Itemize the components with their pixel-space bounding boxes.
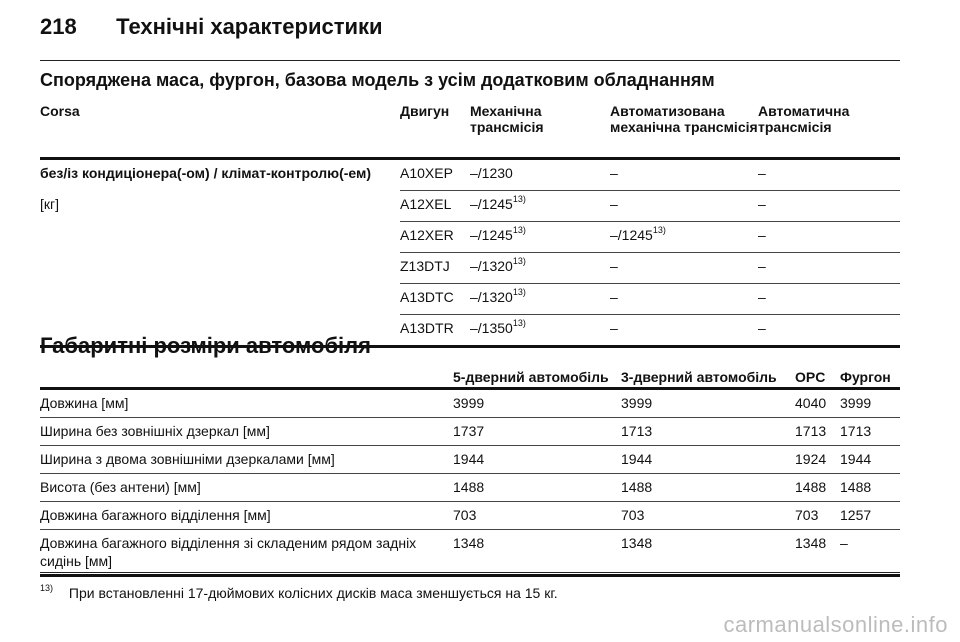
table-row <box>40 222 900 253</box>
dimension-label: Довжина багажного відділення зі складеним рядом задніх сидінь [мм] <box>40 530 453 576</box>
dimension-label: Ширина без зовнішніх дзеркал [мм] <box>40 418 453 446</box>
amt-cell: – <box>610 253 758 284</box>
col-header-empty <box>40 369 453 389</box>
value-3door: 1488 <box>621 474 795 502</box>
auto-cell: – <box>758 315 900 347</box>
value-opc: 4040 <box>795 389 840 418</box>
engine-cell: Z13DTJ <box>400 253 470 284</box>
table-row <box>40 446 900 474</box>
value-5door: 1944 <box>453 446 621 474</box>
value-3door: 1713 <box>621 418 795 446</box>
value-opc: 1713 <box>795 418 840 446</box>
col-header-opc: OPC <box>795 369 826 385</box>
amt-cell: – <box>610 315 758 347</box>
value-3door: 703 <box>621 502 795 530</box>
table-row <box>40 389 900 418</box>
table-row <box>40 474 900 502</box>
table-row <box>40 253 900 284</box>
amt-cell: – <box>610 284 758 315</box>
table-row <box>40 502 900 530</box>
col-header-model: Corsa <box>40 103 80 119</box>
engine-cell: A12XEL <box>400 191 470 222</box>
value-van: – <box>840 530 900 576</box>
col-header-5door: 5-дверний автомобіль <box>453 369 609 385</box>
auto-cell: – <box>758 159 900 191</box>
amt-cell: –/1245$^{13)}$ <box>610 222 758 253</box>
table-row <box>40 418 900 446</box>
footnote <box>40 585 558 601</box>
value-opc: 1488 <box>795 474 840 502</box>
weight-section-title: Споряджена маса, фургон, базова модель з усім додатковим обладнанням <box>40 70 715 90</box>
manual-cell: –/1245$^{13)}$ <box>470 222 610 253</box>
value-opc: 1924 <box>795 446 840 474</box>
table-row <box>40 191 900 222</box>
col-header-amt: Автоматизована механічна трансмісія <box>610 103 758 135</box>
value-5door: 703 <box>453 502 621 530</box>
footnote-text: При встановленні 17-дюймових колісних дисків маса зменшується на 15 кг. <box>68 585 558 601</box>
col-header-manual: Механічна трансмісія <box>470 103 544 135</box>
value-van: 1713 <box>840 418 900 446</box>
footnote-divider <box>40 572 900 573</box>
dimensions-section-title: Габаритні розміри автомобіля <box>40 333 371 358</box>
header-divider <box>40 60 900 61</box>
amt-cell: – <box>610 191 758 222</box>
value-3door: 1944 <box>621 446 795 474</box>
auto-cell: – <box>758 253 900 284</box>
row-label: без/із кондиціонера(-ом) / клімат-контролю(-ем) <box>40 165 372 181</box>
site-watermark: carmanualsonline.info <box>723 612 948 637</box>
unit-label: [кг] <box>40 195 60 212</box>
table-header-row <box>40 103 900 159</box>
value-5door: 1348 <box>453 530 621 576</box>
engine-cell: A13DTC <box>400 284 470 315</box>
value-3door: 1348 <box>621 530 795 576</box>
page-number: 218 <box>40 14 77 39</box>
footnote-mark: 13) <box>40 583 54 594</box>
col-header-auto: Автоматична трансмісія <box>758 103 850 135</box>
table-header-row <box>40 369 900 389</box>
col-header-3door: 3-дверний автомобіль <box>621 369 777 385</box>
engine-cell: A10XEP <box>400 159 470 191</box>
value-5door: 1488 <box>453 474 621 502</box>
manual-cell: –/1245$^{13)}$ <box>470 191 610 222</box>
col-header-van: Фургон <box>840 369 891 385</box>
engine-cell: A13DTR <box>400 315 470 347</box>
auto-cell: – <box>758 191 900 222</box>
value-5door: 3999 <box>453 389 621 418</box>
dimension-label: Ширина з двома зовнішніми дзеркалами [мм] <box>40 446 453 474</box>
amt-cell: – <box>610 159 758 191</box>
page-title: Технічні характеристики <box>116 14 383 39</box>
col-header-engine: Двигун <box>400 103 450 119</box>
dimension-label: Довжина багажного відділення [мм] <box>40 502 453 530</box>
value-van: 1257 <box>840 502 900 530</box>
dimension-label: Довжина [мм] <box>40 389 453 418</box>
table-row <box>40 159 900 191</box>
page-header <box>40 14 383 40</box>
dimensions-table <box>40 369 900 577</box>
manual-cell: –/1350$^{13)}$ <box>470 315 610 347</box>
curb-weight-table <box>40 103 900 348</box>
value-van: 3999 <box>840 389 900 418</box>
value-3door: 3999 <box>621 389 795 418</box>
manual-cell: –/1320$^{13)}$ <box>470 253 610 284</box>
table-row <box>40 530 900 576</box>
engine-cell: A12XER <box>400 222 470 253</box>
auto-cell: – <box>758 222 900 253</box>
table-row <box>40 284 900 315</box>
auto-cell: – <box>758 284 900 315</box>
manual-cell: –/1230 <box>470 159 610 191</box>
manual-cell: –/1320$^{13)}$ <box>470 284 610 315</box>
value-van: 1944 <box>840 446 900 474</box>
value-van: 1488 <box>840 474 900 502</box>
value-opc: 703 <box>795 502 840 530</box>
value-opc: 1348 <box>795 530 840 576</box>
dimension-label: Висота (без антени) [мм] <box>40 474 453 502</box>
value-5door: 1737 <box>453 418 621 446</box>
